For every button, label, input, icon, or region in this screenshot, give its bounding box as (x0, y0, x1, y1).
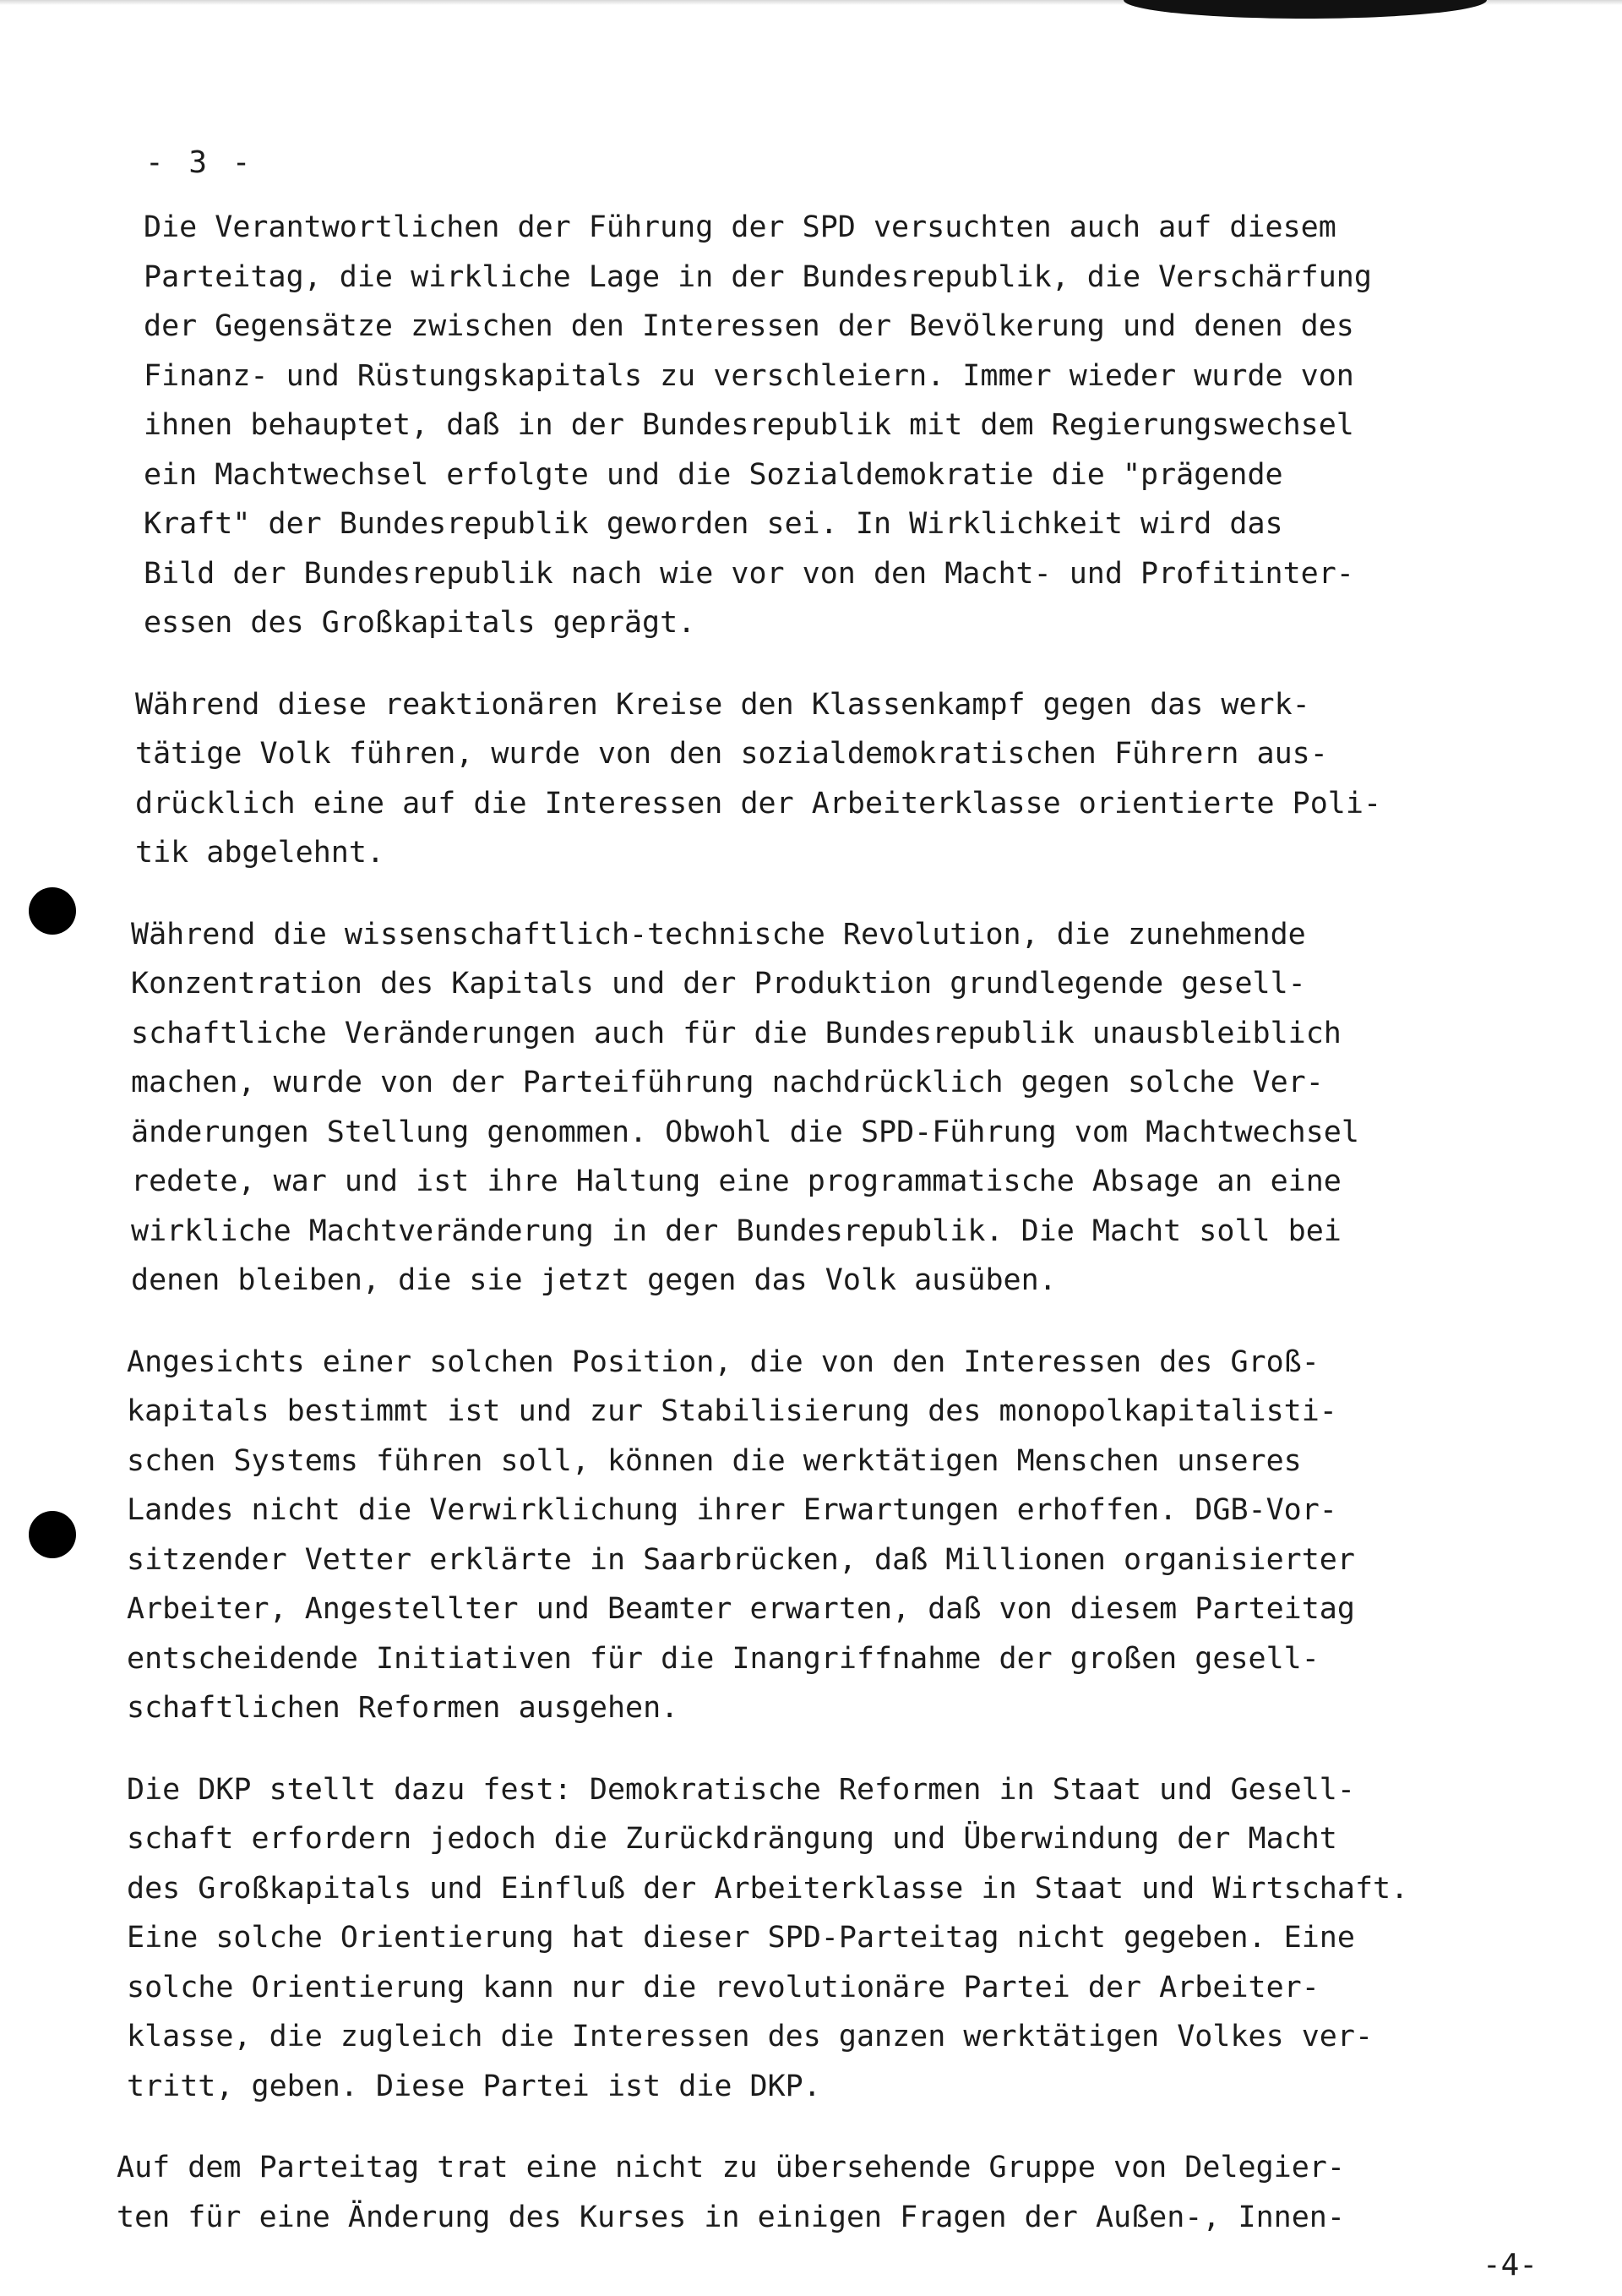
text-line: klasse, die zugleich die Interessen des ganzen werktätigen Volkes ver- (127, 2020, 1374, 2053)
paragraph (127, 910, 1563, 1306)
scan-smudge (1124, 0, 1487, 19)
text-line: der Gegensätze zwischen den Interessen der Bevölkerung und denen des (144, 309, 1354, 343)
text-line: schaftliche Veränderungen auch für die Bundesrepublik unausbleiblich (131, 1016, 1342, 1050)
text-line: schaftlichen Reformen ausgehen. (127, 1691, 679, 1725)
text-line: Landes nicht die Verwirklichung ihrer Erwartungen erhoffen. DGB-Vor- (127, 1493, 1337, 1527)
punch-hole (29, 1511, 76, 1558)
text-line: Auf dem Parteitag trat eine nicht zu übersehende Gruppe von Delegier- (117, 2151, 1345, 2184)
text-line: Die Verantwortlichen der Führung der SPD versuchten auch auf diesem (144, 210, 1336, 244)
text-line: drücklich eine auf die Interessen der Arbeiterklasse orientierte Poli- (135, 786, 1382, 821)
text-line: solche Orientierung kann nur die revolutionäre Partei der Arbeiter- (127, 1970, 1320, 2004)
text-line: ein Machtwechsel erfolgte und die Sozialdemokratie die "prägende (144, 457, 1283, 492)
text-line: denen bleiben, die sie jetzt gegen das Volk ausüben. (131, 1263, 1057, 1297)
text-line: änderungen Stellung genommen. Obwohl die SPD-Führung vom Machtwechsel (131, 1115, 1359, 1149)
text-line: schaft erfordern jedoch die Zurückdrängung und Überwindung der Macht (127, 1822, 1337, 1856)
text-line: Eine solche Orientierung hat dieser SPD-Parteitag nicht gegeben. Eine (127, 1921, 1355, 1955)
paragraph (127, 1338, 1563, 1733)
text-line: Während die wissenschaftlich-technische Revolution, die zunehmende (131, 917, 1306, 952)
text-line: Finanz- und Rüstungskapitals zu verschleiern. Immer wieder wurde von (144, 358, 1354, 393)
text-line: Parteitag, die wirkliche Lage in der Bundesrepublik, die Verschärfung (144, 259, 1372, 294)
text-line: Angesichts einer solchen Position, die von den Interessen des Groß- (127, 1344, 1320, 1379)
page-number: - 3 - (145, 145, 254, 180)
paragraph (117, 2143, 1563, 2242)
text-line: ten für eine Änderung des Kurses in einigen Fragen der Außen-, Innen- (117, 2200, 1345, 2234)
paragraph (127, 203, 1563, 648)
text-line: essen des Großkapitals geprägt. (144, 606, 696, 640)
text-line: tritt, geben. Diese Partei ist die DKP. (127, 2069, 821, 2103)
text-line: Bild der Bundesrepublik nach wie vor von den Macht- und Profitinter- (144, 556, 1354, 591)
text-line: des Großkapitals und Einfluß der Arbeiterklasse in Staat und Wirtschaft. (127, 1871, 1409, 1906)
text-line: machen, wurde von der Parteiführung nachdrücklich gegen solche Ver- (131, 1066, 1324, 1099)
text-line: Arbeiter, Angestellter und Beamter erwarten, daß von diesem Parteitag (127, 1592, 1355, 1626)
text-line: sitzender Vetter erklärte in Saarbrücken, daß Millionen organisierter (127, 1542, 1355, 1577)
text-line: Konzentration des Kapitals und der Produktion grundlegende gesell- (131, 967, 1306, 1001)
text-line: redete, war und ist ihre Haltung eine programmatische Absage an eine (131, 1164, 1342, 1198)
text-line: Während diese reaktionären Kreise den Klassenkampf gegen das werk- (135, 687, 1310, 722)
text-line: kapitals bestimmt ist und zur Stabilisierung des monopolkapitalisti- (127, 1394, 1337, 1428)
text-line: wirkliche Machtveränderung in der Bundesrepublik. Die Macht soll bei (131, 1213, 1342, 1248)
text-line: Kraft" der Bundesrepublik geworden sei. In Wirklichkeit wird das (144, 507, 1283, 541)
paragraph (127, 680, 1563, 878)
text-line: entscheidende Initiativen für die Inangriffnahme der großen gesell- (127, 1641, 1320, 1676)
next-page-marker: -4- (1483, 2248, 1538, 2282)
punch-hole (29, 887, 76, 935)
text-line: schen Systems führen soll, können die werktätigen Menschen unseres (127, 1443, 1302, 1478)
text-line: ihnen behauptet, daß in der Bundesrepublik mit dem Regierungswechsel (144, 408, 1354, 442)
paragraph (127, 1765, 1563, 2112)
text-line: tätige Volk führen, wurde von den sozialdemokratischen Führern aus- (135, 737, 1328, 771)
document-body (117, 203, 1563, 2242)
text-line: Die DKP stellt dazu fest: Demokratische Reformen in Staat und Gesell- (127, 1772, 1355, 1807)
text-line: tik abgelehnt. (135, 836, 385, 870)
